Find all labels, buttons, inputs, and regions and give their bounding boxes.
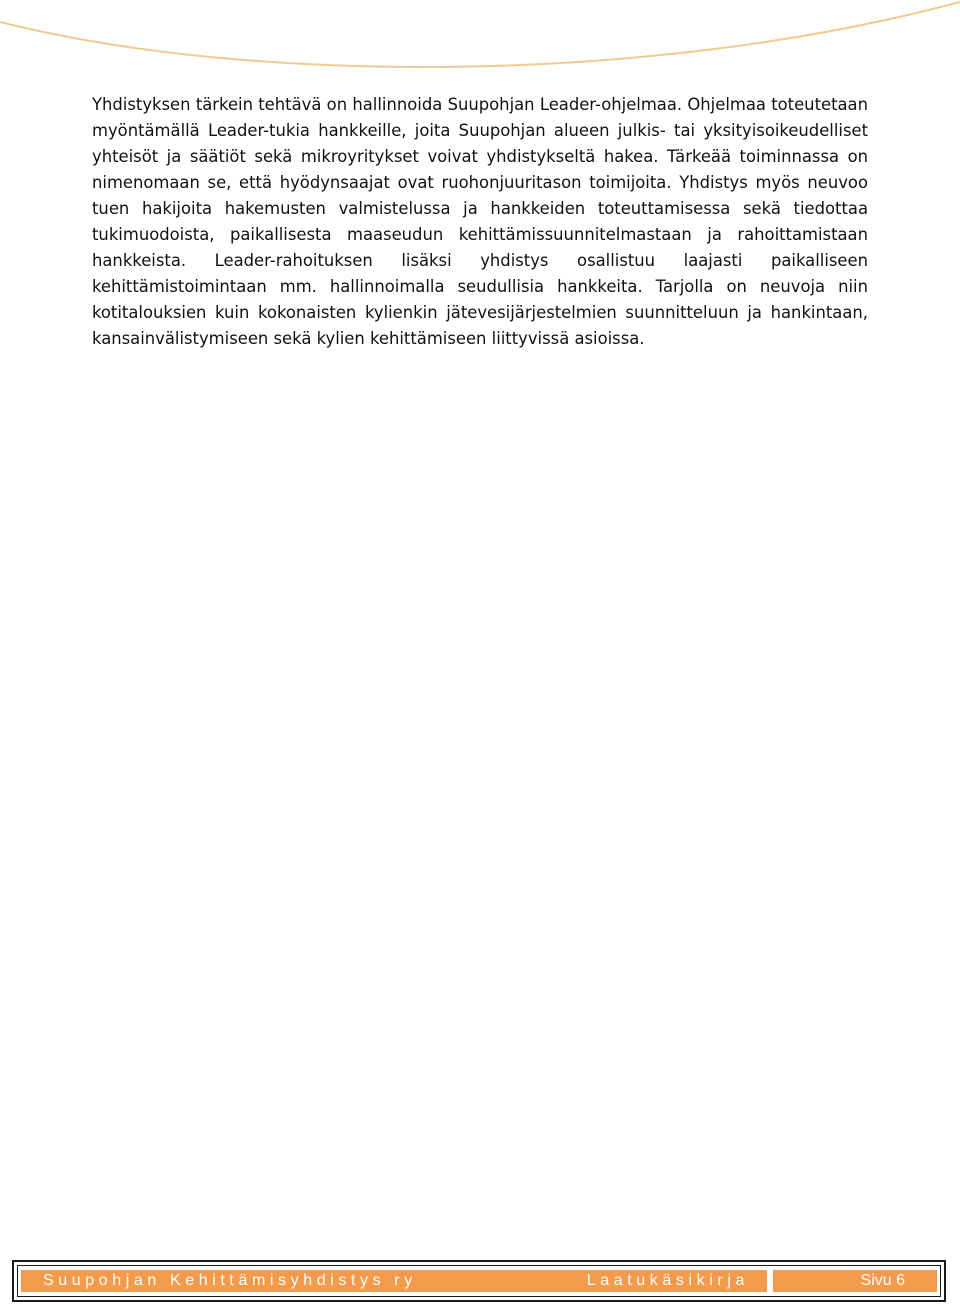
body-paragraph: Yhdistyksen tärkein tehtävä on hallinnoida Suupohjan Leader-ohjelmaa. Ohjelmaa toteutetaan myöntämällä Leader-tukia hankkeille, joita Suupohjan alueen julkis- tai yksityisoikeudelliset yhteisöt ja säätiöt sekä mikroyritykset voivat yhdistykseltä hakea. Tärkeää toiminnassa on nimenomaan se, että hyödynsaajat ovat ruohonjuuritason toimijoita. Yhdistys myös neuvoo tuen hakijoita hakemusten valmistelussa ja hankkeiden toteuttamisessa sekä tiedottaa tukimuodoista, paikallisesta maaseudun kehittämissuunnitelmastaan ja rahoittamistaan hankkeista. Leader-rahoituksen lisäksi yhdistys osallistuu laajasti paikalliseen kehittämistoimintaan mm. hallinnoimalla seudullisia hankkeita. Tarjolla on neuvoja niin kotitalouksien kuin kokonaisten kylienkin jätevesijärjestelmien suunnitteluun ja hankintaan, kansainvälistymiseen sekä kylien kehittämiseen liittyvissä asioissa. (92, 95, 868, 348)
page-footer (12, 1260, 946, 1302)
page-number: Sivu 6 (860, 1272, 905, 1289)
footer-document-title: Laatukäsikirja (586, 1272, 749, 1289)
footer-page-band (773, 1270, 937, 1292)
footer-organization: Suupohjan Kehittämisyhdistys ry (43, 1272, 417, 1289)
footer-main-band (21, 1270, 767, 1292)
footer-inner-frame (17, 1265, 941, 1297)
header-curve-decoration (0, 0, 960, 80)
